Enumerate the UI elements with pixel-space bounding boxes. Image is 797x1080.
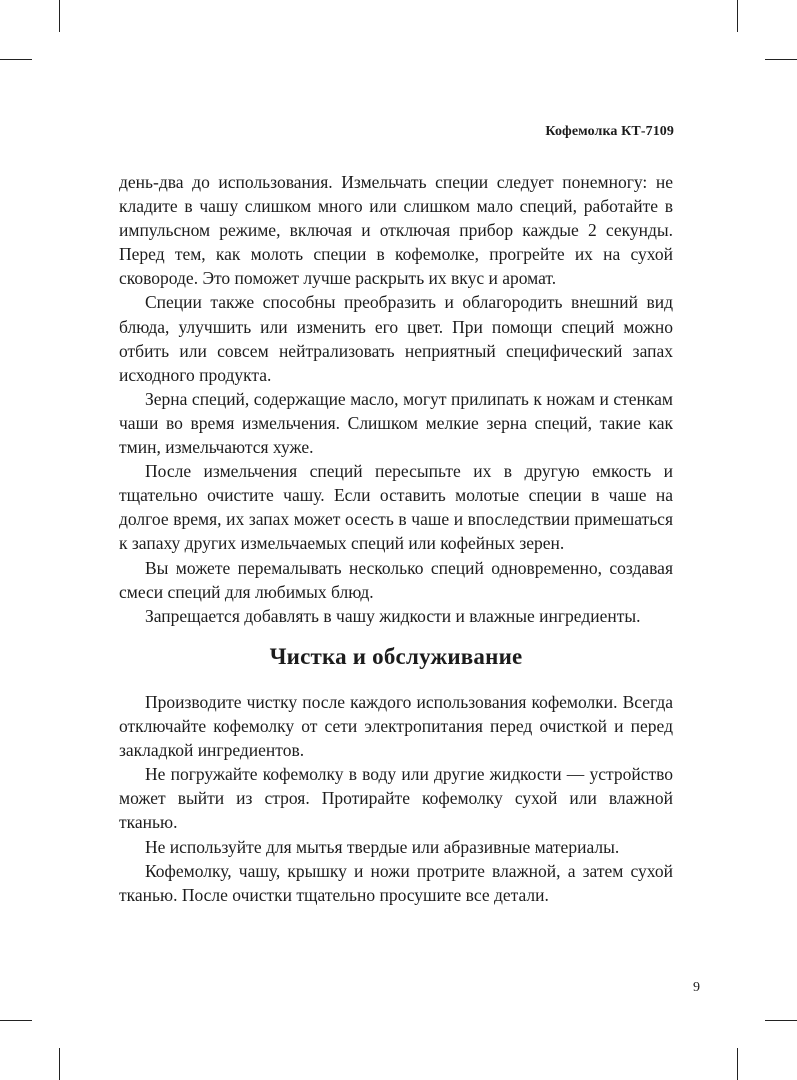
paragraph: Кофемолку, чашу, крышку и ножи протрите влажной, а затем сухой тканью. После очистки тщательно просушите все детали. (119, 860, 673, 905)
crop-mark-right-bottom (765, 1020, 797, 1021)
paragraph: Запрещается добавлять в чашу жидкости и влажные ингредиенты. (145, 605, 641, 626)
crop-mark-bottom-right (737, 1048, 738, 1080)
paragraph: Зерна специй, содержащие масло, могут прилипать к ножам и стенкам чаши во время измельчения. Слишком мелкие зерна специй, такие как тмин, измельчаются хуже. (119, 388, 673, 458)
page-number: 9 (693, 980, 700, 995)
crop-mark-top-left (59, 0, 60, 32)
paragraph: Не используйте для мытья твердые или абразивные материалы. (145, 836, 620, 857)
paragraph: день-два до использования. Измельчать специи следует понемногу: не кладите в чашу слишком много или слишком мало специй, работайте в импульсном режиме, включая и отключая прибор каждые 2 секунды. Перед тем, как молоть специи в кофемолке, прогрейте их на сухой сковороде. Это поможет лучше раскрыть их вкус и аромат. (119, 172, 673, 289)
crop-mark-right-top (765, 59, 797, 60)
crop-mark-left-top (0, 59, 32, 60)
crop-mark-bottom-left (59, 1048, 60, 1080)
running-header: Кофемолка КТ-7109 (545, 124, 674, 139)
paragraph: Производите чистку после каждого использования кофемолки. Всегда отключайте кофемолку от сети электропитания перед очисткой и перед закладкой ингредиентов. (119, 692, 673, 761)
paragraph: После измельчения специй пересыпьте их в другую емкость и тщательно очистите чашу. Если оставить молотые специи в чаше на долгое время, их запах может осесть в чаше и впоследствии примешаться к запаху других измельчаемых специй или кофейных зерен. (119, 461, 673, 554)
crop-mark-top-right (737, 0, 738, 32)
section-heading: Чистка и обслуживание (269, 644, 523, 669)
crop-mark-left-bottom (0, 1020, 32, 1021)
paragraph: Не погружайте кофемолку в воду или другие жидкости — устройство может выйти из строя. Протирайте кофемолку сухой или влажной тканью. (119, 764, 673, 833)
paragraph: Специи также способны преобразить и облагородить внешний вид блюда, улучшить или изменить его цвет. При помощи специй можно отбить или совсем нейтрализовать неприятный специфический запах исходного продукта. (119, 292, 673, 385)
section-text (119, 690, 673, 907)
paragraph: Вы можете перемалывать несколько специй одновременно, создавая смеси специй для любимых блюд. (119, 557, 673, 602)
body-text (119, 170, 673, 628)
